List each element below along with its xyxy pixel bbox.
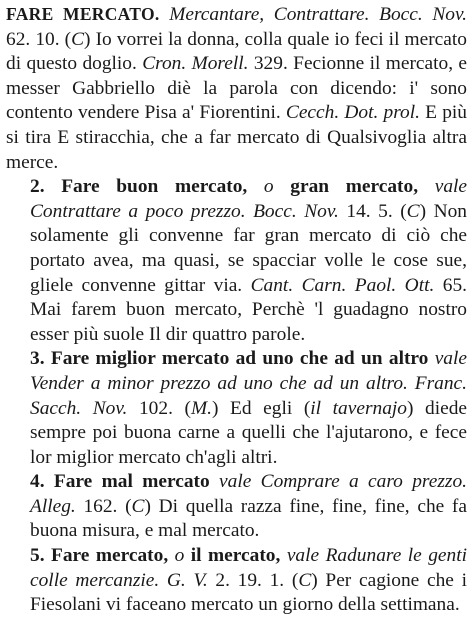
sense-heading: 4. Fare mal mercato xyxy=(30,471,210,493)
italic-text: Cant. Carn. Paol. Ott. xyxy=(250,274,435,296)
body-text: 162. ( xyxy=(75,495,132,517)
body-text: E più si tira E stiracchia, che a far mercato di Qualsivoglia altra merce. xyxy=(6,102,467,173)
italic-text: vale Contrattare a poco prezzo. Bocc. Nov. xyxy=(30,176,468,222)
entry-sense-4 xyxy=(6,470,467,544)
sense-heading: 3. Fare miglior mercato ad uno che ad un altro xyxy=(30,348,429,370)
body-text: ) Per cagione che i Fiesolani vi faceano mercato un giorno della settimana. xyxy=(30,569,467,616)
italic-text: M. xyxy=(190,397,212,419)
italic-text: C xyxy=(71,28,85,50)
sense-heading: il mercato, xyxy=(190,545,281,567)
body-text: ) Non solamente gli convenne far gran mercato di ciò che portato avea, ma quasi, se spacciar volle le cose sue, gliele convenne gittar via. xyxy=(30,200,467,296)
italic-text: o xyxy=(247,176,291,198)
body-text: 62. 10. ( xyxy=(6,28,72,50)
body-text xyxy=(160,4,170,25)
sense-heading: 5. Fare mercato, xyxy=(30,545,169,567)
italic-text: Mercantare, Contrattare. Bocc. Nov. xyxy=(169,4,468,25)
body-text: ) diede sempre poi buona carne a quelli che l'ajutarono, e fece lor miglior mercato ch'agli altri. xyxy=(30,397,468,468)
body-text: 102. ( xyxy=(127,397,191,419)
body-text: 329. Fecionne il mercato, e messer Gabbriello diè la parola con dicendo: i' sono contento vendere Pisa a' Fiorentini. xyxy=(6,53,468,124)
headword: FARE MERCATO. xyxy=(6,4,160,24)
entry-fare-mercato xyxy=(6,2,467,175)
italic-text: vale Comprare a caro prezzo. Alleg. xyxy=(30,471,467,517)
sense-heading: gran mercato, xyxy=(290,176,419,198)
body-text: ) Ed egli ( xyxy=(211,397,311,419)
entry-sense-5 xyxy=(6,544,467,618)
entry-sense-3 xyxy=(6,347,467,470)
italic-text: C xyxy=(406,200,420,222)
body-text: 14. 5. ( xyxy=(338,200,407,222)
italic-text: o xyxy=(168,545,191,567)
italic-text: Cron. Morell. xyxy=(142,53,249,75)
italic-text: C xyxy=(298,569,312,591)
body-text: ) Io vorrei la donna, colla quale io feci il mercato di questo doglio. xyxy=(6,28,467,75)
entry-sense-2 xyxy=(6,175,467,347)
sense-heading: 2. Fare buon mercato, xyxy=(30,176,248,198)
italic-text: il tavernajo xyxy=(310,397,407,419)
body-text: 65. Mai farem buon mercato, Perchè 'l guadagno nostro esser più suole Il dir quattro parole. xyxy=(30,274,467,345)
body-text: 2. 19. 1. ( xyxy=(207,569,299,591)
italic-text: vale Vender a minor prezzo ad uno che ad un altro. Franc. Sacch. Nov. xyxy=(30,348,467,419)
italic-text: C xyxy=(131,495,145,517)
italic-text: vale Radunare le genti colle mercanzie. G. V. xyxy=(30,545,467,591)
italic-text: Cecch. Dot. prol. xyxy=(285,102,420,124)
body-text: ) Di quella razza fine, fine, fine, che fa buona misura, e mal mercato. xyxy=(30,495,467,542)
